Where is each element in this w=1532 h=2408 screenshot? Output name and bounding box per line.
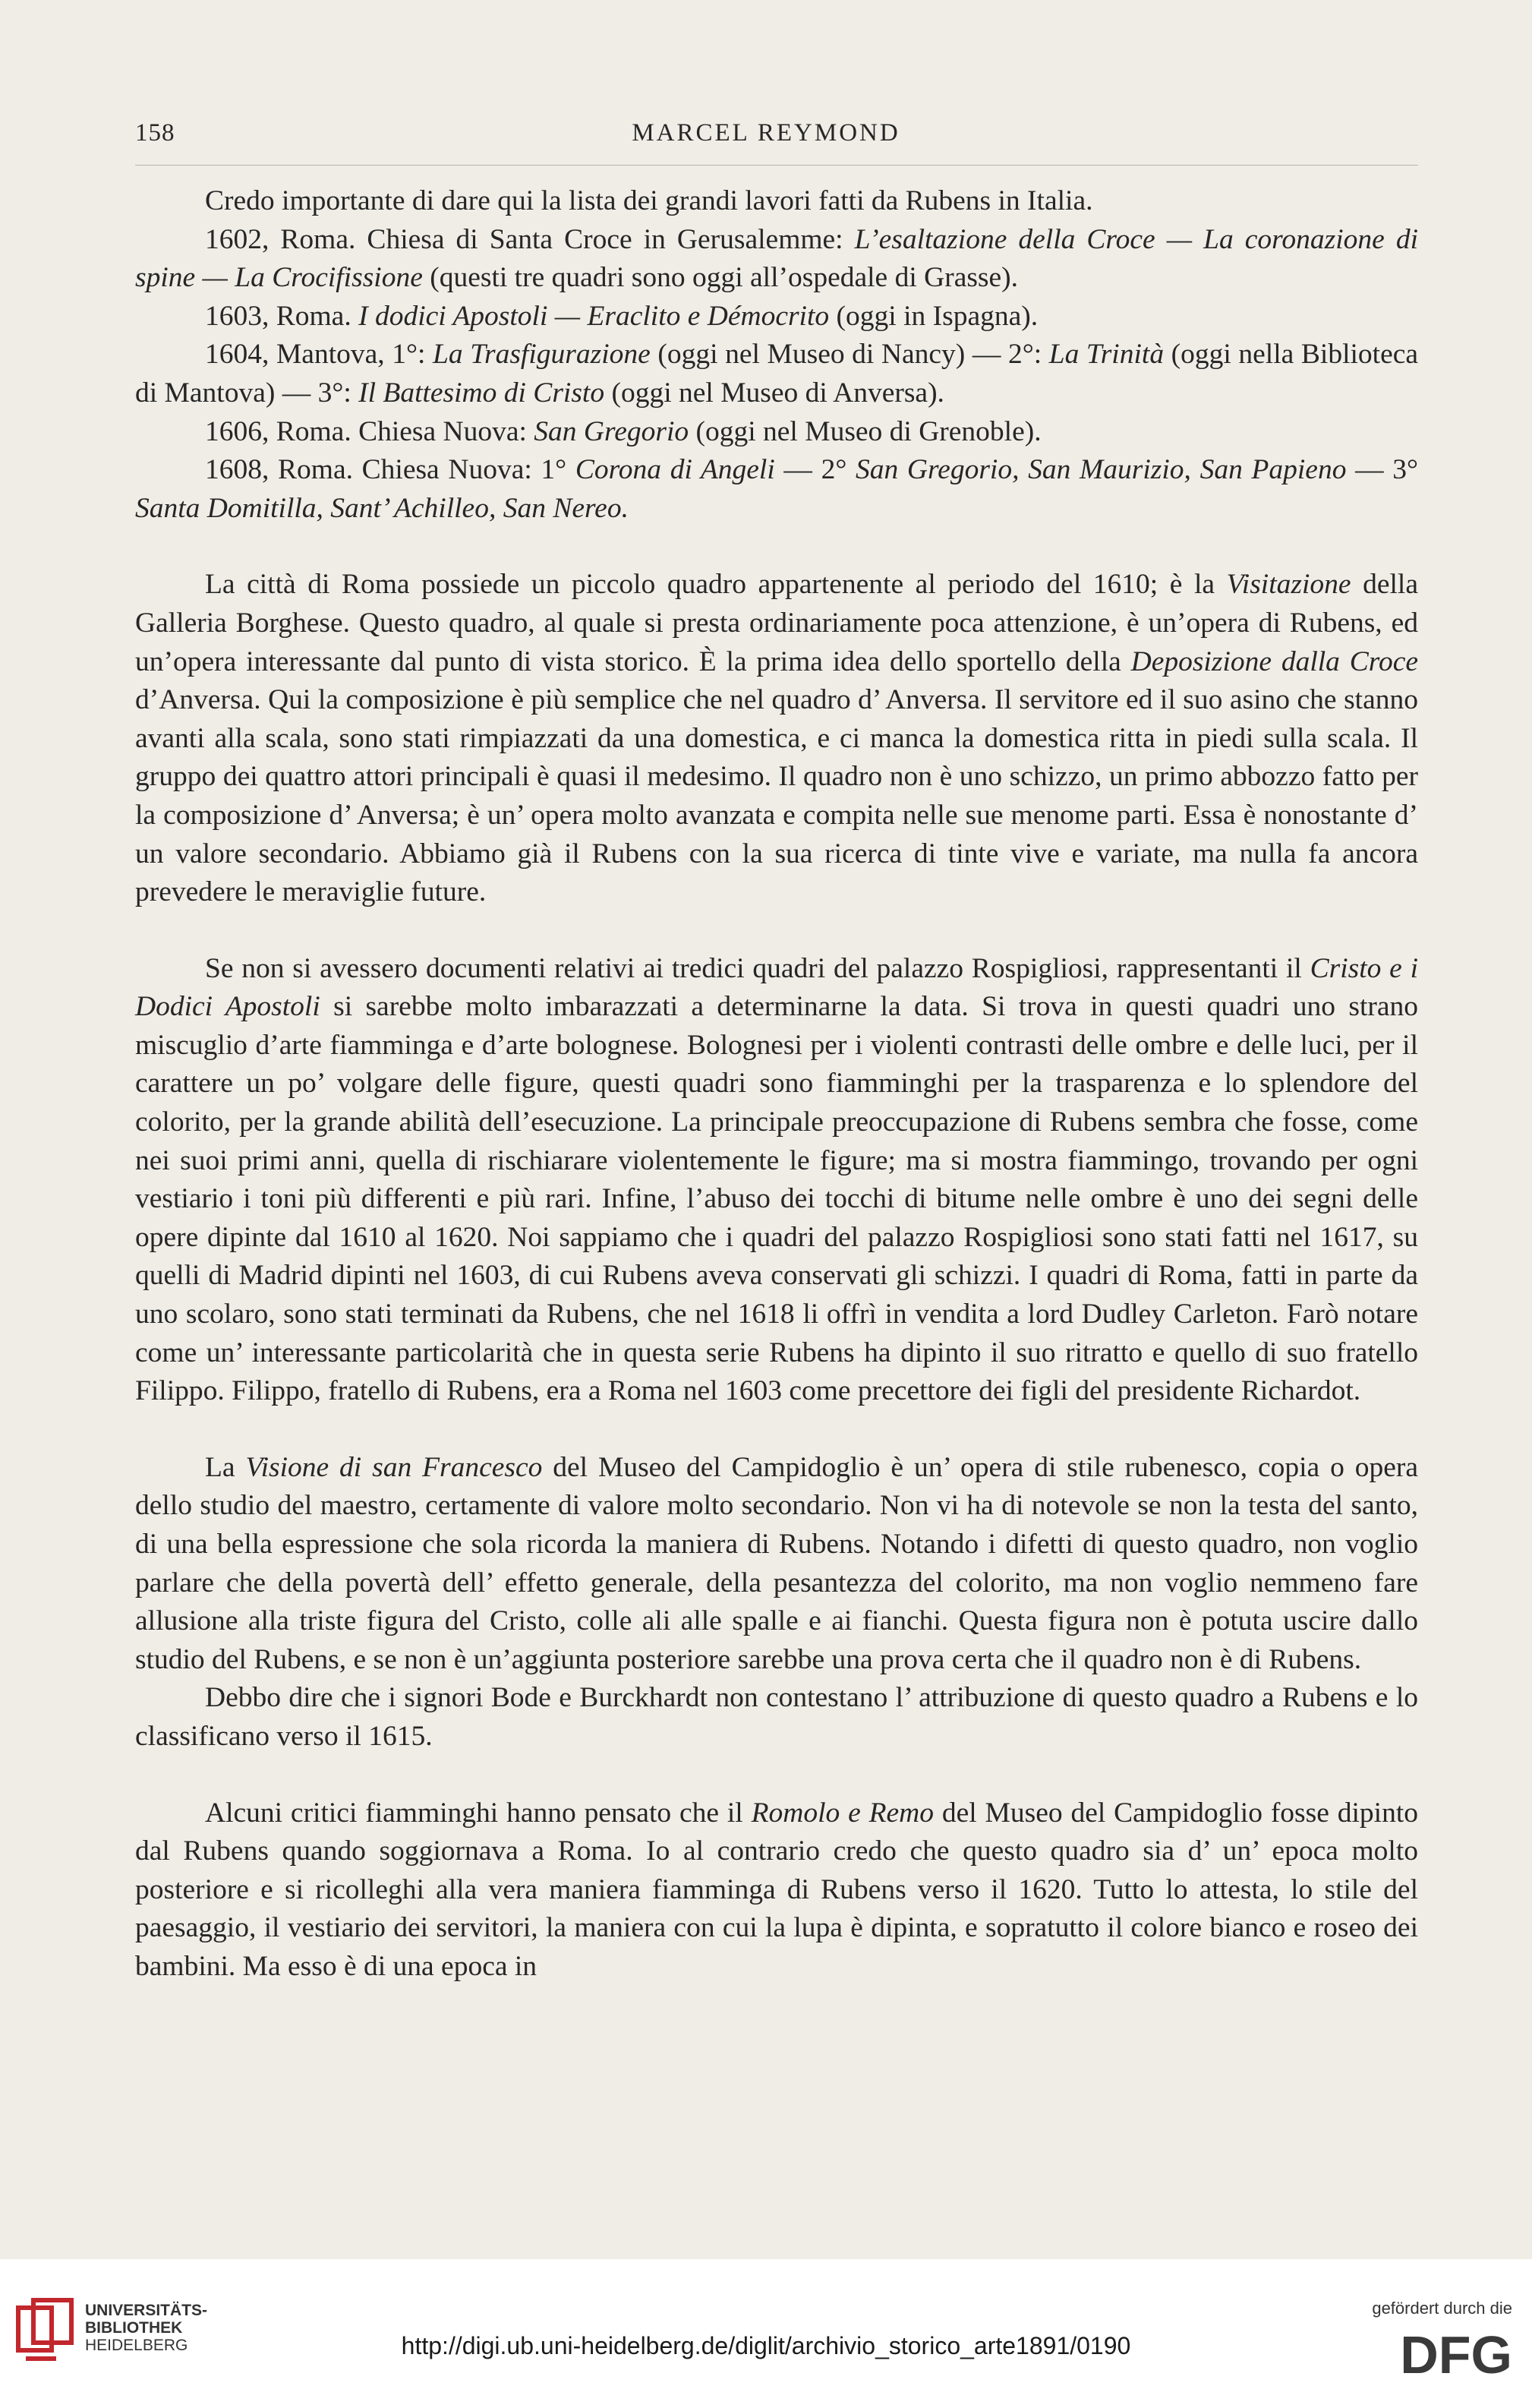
paragraph-1: Credo importante di dare qui la lista dei grandi lavori fatti da Rubens in Italia. <box>205 185 1093 216</box>
paragraph-11: Alcuni critici fiamminghi hanno pensato che il Romolo e Remo del Museo del Campidoglio fosse dipinto dal Rubens quando soggiornava a Roma. Io al contrario credo che questo quadro sia d’ un’ epoca molto posteriore e si ricolleghi alla vera maniera fiamminga di Rubens verso il 1620. Tutto lo attesta, lo stile del paesaggio, il vestiario dei servitori, la maniera con cui la lupa è dipinta, e sopratutto il colore bianco e roseo dei bambini. Ma esso è di una epoca in <box>135 1797 1418 1982</box>
paragraph-2: 1602, Roma. Chiesa di Santa Croce in Gerusalemme: L’esaltazione della Croce — La coronazione di spine — La Crocifissione (questi tre quadri sono oggi all’ospedale di Grasse). <box>135 223 1418 294</box>
digitization-footer <box>0 2259 1532 2408</box>
header-rule <box>135 165 1418 166</box>
paragraph-5: 1606, Roma. Chiesa Nuova: San Gregorio (oggi nel Museo di Grenoble). <box>205 415 1042 447</box>
dfg-logo-icon[interactable] <box>1368 2326 1512 2379</box>
page-number: 158 <box>135 119 175 147</box>
paragraph-6: 1608, Roma. Chiesa Nuova: 1° Corona di Angeli — 2° San Gregorio, San Maurizio, San Papieno — 3° Santa Domitilla, Sant’ Achilleo, San Nereo. <box>135 454 1419 524</box>
running-head: MARCEL REYMOND <box>632 119 900 147</box>
paragraph-10: Debbo dire che i signori Bode e Burckhardt non contestano l’ attribuzione di questo quadro a Rubens e lo classificano verso il 1615. <box>135 1682 1418 1752</box>
paragraph-9: La Visione di san Francesco del Museo del Campidoglio è un’ opera di stile rubenesco, copia o opera dello studio del maestro, certamente di valore molto secondario. Non vi ha di notevole se non la testa del santo, di una bella espressione che sola ricorda la maniera di Rubens. Notando i difetti di questo quadro, non voglio parlare che della povertà dell’ effetto generale, della pesantezza del colorito, ma non voglio nemmeno fare allusione alla triste figura del Cristo, colle ali alle spalle e ai fianchi. Questa figura non è potuta uscire dallo studio del Rubens, e se non è un’aggiunta posteriore sarebbe una prova certa che il quadro non è di Rubens. <box>135 1451 1418 1675</box>
paragraph-3: 1603, Roma. I dodici Apostoli — Eraclito e Démocrito (oggi in Ispagna). <box>205 300 1039 332</box>
library-name: UNIVERSITÄTS- BIBLIOTHEK HEIDELBERG <box>85 2302 208 2354</box>
paragraph-8: Se non si avessero documenti relativi ai tredici quadri del palazzo Rospigliosi, rappresentanti il Cristo e i Dodici Apostoli si sarebbe molto imbarazzati a determinarne la data. Si trova in questi quadri uno strano miscuglio d’arte fiamminga e d’arte bolognese. Bolognesi per i violenti contrasti delle ombre e delle luci, per il carattere un po’ volgare delle figure, questi quadri sono fiamminghi per la trasparenza e lo splendore del colorito, per la grande abilità dell’esecuzione. La principale preoccupazione di Rubens sembra che fosse, come nei suoi primi anni, quella di rischiarare violentemente le figure; ma si mostra fiammingo, trovando per ogni vestiario i toni più differenti e più rari. Infine, l’abuso dei tocchi di bitume nelle ombre è uno dei segni delle opere dipinte dal 1610 al 1620. Noi sappiamo che i quadri del palazzo Rospigliosi sono stati fatti nel 1617, su quelli di Madrid dipinti nel 1603, di cui Rubens aveva conservati gli schizzi. I quadri di Roma, fatti in parte da uno scolaro, sono stati terminati da Rubens, che nel 1618 li offrì in vendita a lord Dudley Carleton. Farò notare come un’ interessante particolarità che in questa serie Rubens ha dipinto il suo ritratto e quello di suo fratello Filippo. Filippo, fratello di Rubens, era a Roma nel 1603 come precettore dei figli del presidente Richardot. <box>135 952 1418 1407</box>
body-text <box>135 182 1418 1987</box>
dfg-logo-text: DFG <box>1400 2326 1512 2379</box>
paragraph-4: 1604, Mantova, 1°: La Trasfigurazione (oggi nel Museo di Nancy) — 2°: La Trinità (oggi nella Biblioteca di Mantova) — 3°: Il Battesimo di Cristo (oggi nel Museo di Anversa). <box>135 339 1419 409</box>
sponsor-caption: gefördert durch die <box>1372 2299 1512 2318</box>
source-url-link[interactable]: http://digi.ub.uni-heidelberg.de/diglit/archivio_storico_arte1891/0190 <box>401 2332 1131 2359</box>
paragraph-7: La città di Roma possiede un piccolo quadro appartenente al periodo del 1610; è la Visitazione della Galleria Borghese. Questo quadro, al quale si presta ordinariamente poca attenzione, è un’opera di Rubens, ed un’opera interessante dal punto di vista storico. È la prima idea dello sportello della Deposizione dalla Croce d’Anversa. Qui la composizione è più semplice che nel quadro d’ Anversa. Il servitore ed il suo asino che stanno avanti alla scala, sono stati rimpiazzati da una domestica, e ci manca la domestica ritta in piedi sulla scala. Il gruppo dei quattro attori principali è quasi il medesimo. Il quadro non è uno schizzo, un primo abbozzo fatto per la composizione d’ Anversa; è un’ opera molto avanzata e compita nelle sue menome parti. Essa è nonostante d’ un valore secondario. Abbiamo già il Rubens con la sua ricerca di tinte vive e variate, ma nulla fa ancora prevedere le meraviglie future. <box>135 569 1419 908</box>
